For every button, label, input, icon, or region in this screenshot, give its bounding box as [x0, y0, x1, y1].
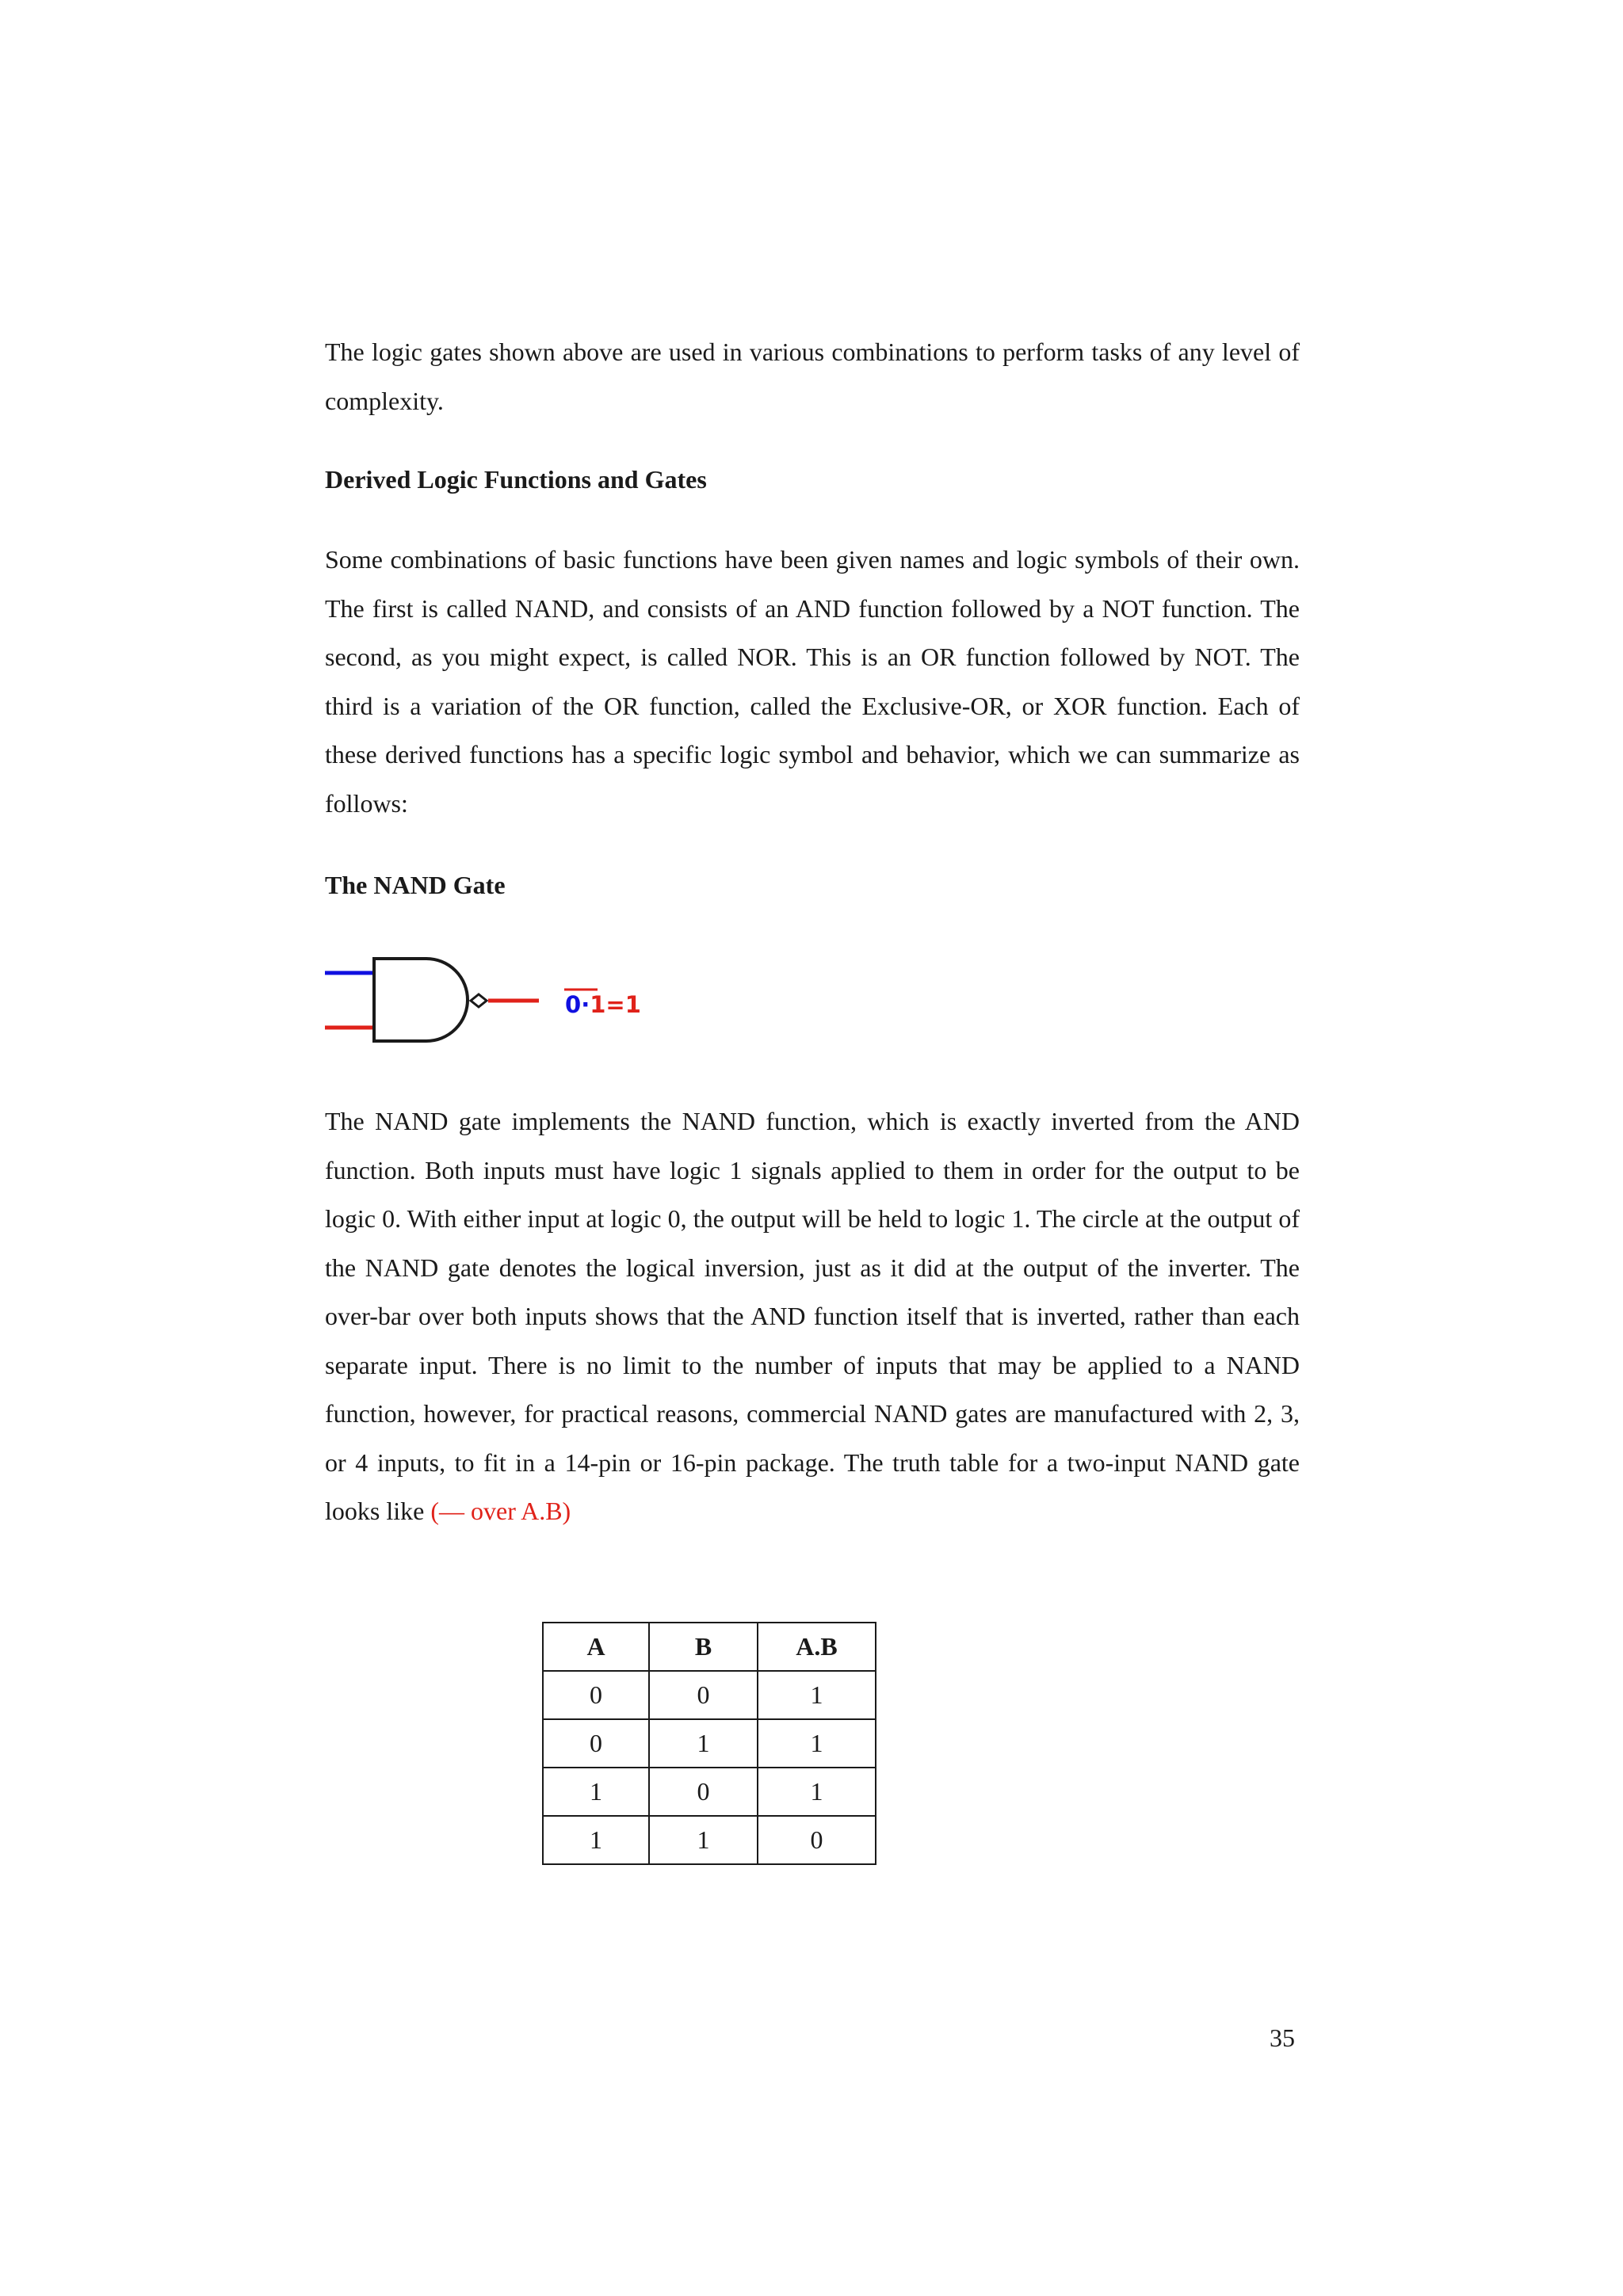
- cell-b: 0: [649, 1768, 758, 1816]
- nand-gate-diagram: [323, 954, 656, 1049]
- table-row: [543, 1671, 876, 1719]
- section-heading: Derived Logic Functions and Gates: [325, 465, 707, 494]
- page-number: 35: [1270, 2023, 1295, 2052]
- cell-b: 1: [649, 1719, 758, 1768]
- cell-output: 1: [758, 1671, 876, 1719]
- header-output: A.B: [758, 1623, 876, 1671]
- cell-b: 0: [649, 1671, 758, 1719]
- table-row: [543, 1768, 876, 1816]
- header-a: A: [543, 1623, 649, 1671]
- table-row: [543, 1816, 876, 1864]
- expression-dot: ·: [581, 991, 590, 1018]
- nand-truth-table: [542, 1622, 876, 1865]
- cell-output: 0: [758, 1816, 876, 1864]
- table-row: [543, 1719, 876, 1768]
- overbar-note: (— over A.B): [430, 1497, 571, 1525]
- nand-gate-body: [374, 959, 468, 1041]
- nand-expression: [565, 991, 641, 1018]
- nand-gate-heading: The NAND Gate: [325, 871, 506, 899]
- derived-functions-paragraph: Some combinations of basic functions have been given names and logic symbols of their own. The first is called NAND, and consists of an AND function followed by a NOT function. The second, as you might expect, is called NOR. This is an OR function followed by NOT. The third is a variation of the OR function, called the Exclusive-OR, or XOR function. Each of these derived functions has a specific logic symbol and behavior, which we can summarize as follows:: [325, 545, 1300, 818]
- expression-input-b: 1: [590, 991, 606, 1018]
- expression-input-a: 0: [565, 991, 582, 1018]
- cell-a: 0: [543, 1671, 649, 1719]
- nand-description-paragraph: [325, 1097, 1300, 1536]
- cell-a: 0: [543, 1719, 649, 1768]
- cell-output: 1: [758, 1768, 876, 1816]
- cell-a: 1: [543, 1768, 649, 1816]
- truth-table-header-row: [543, 1623, 876, 1671]
- nand-description-text: The NAND gate implements the NAND function, which is exactly inverted from the AND function. Both inputs must have logic 1 signals applied to them in order for the output to be logic 0. With either input at logic 0, the output will be held to logic 1. The circle at the output of the NAND gate denotes the logical inversion, just as it did at the output of the inverter. The over-bar over both inputs shows that the AND function itself that is inverted, rather than each separate input. There is no limit to the number of inputs that may be applied to a NAND function, however, for practical reasons, commercial NAND gates are manufactured with 2, 3, or 4 inputs, to fit in a 14-pin or 16-pin package. The truth table for a two-input NAND gate looks like: [325, 1107, 1300, 1525]
- inversion-bubble: [471, 994, 487, 1007]
- cell-a: 1: [543, 1816, 649, 1864]
- cell-output: 1: [758, 1719, 876, 1768]
- header-b: B: [649, 1623, 758, 1671]
- expression-result: =1: [605, 991, 641, 1018]
- intro-paragraph: The logic gates shown above are used in various combinations to perform tasks of any level of complexity.: [325, 338, 1300, 415]
- cell-b: 1: [649, 1816, 758, 1864]
